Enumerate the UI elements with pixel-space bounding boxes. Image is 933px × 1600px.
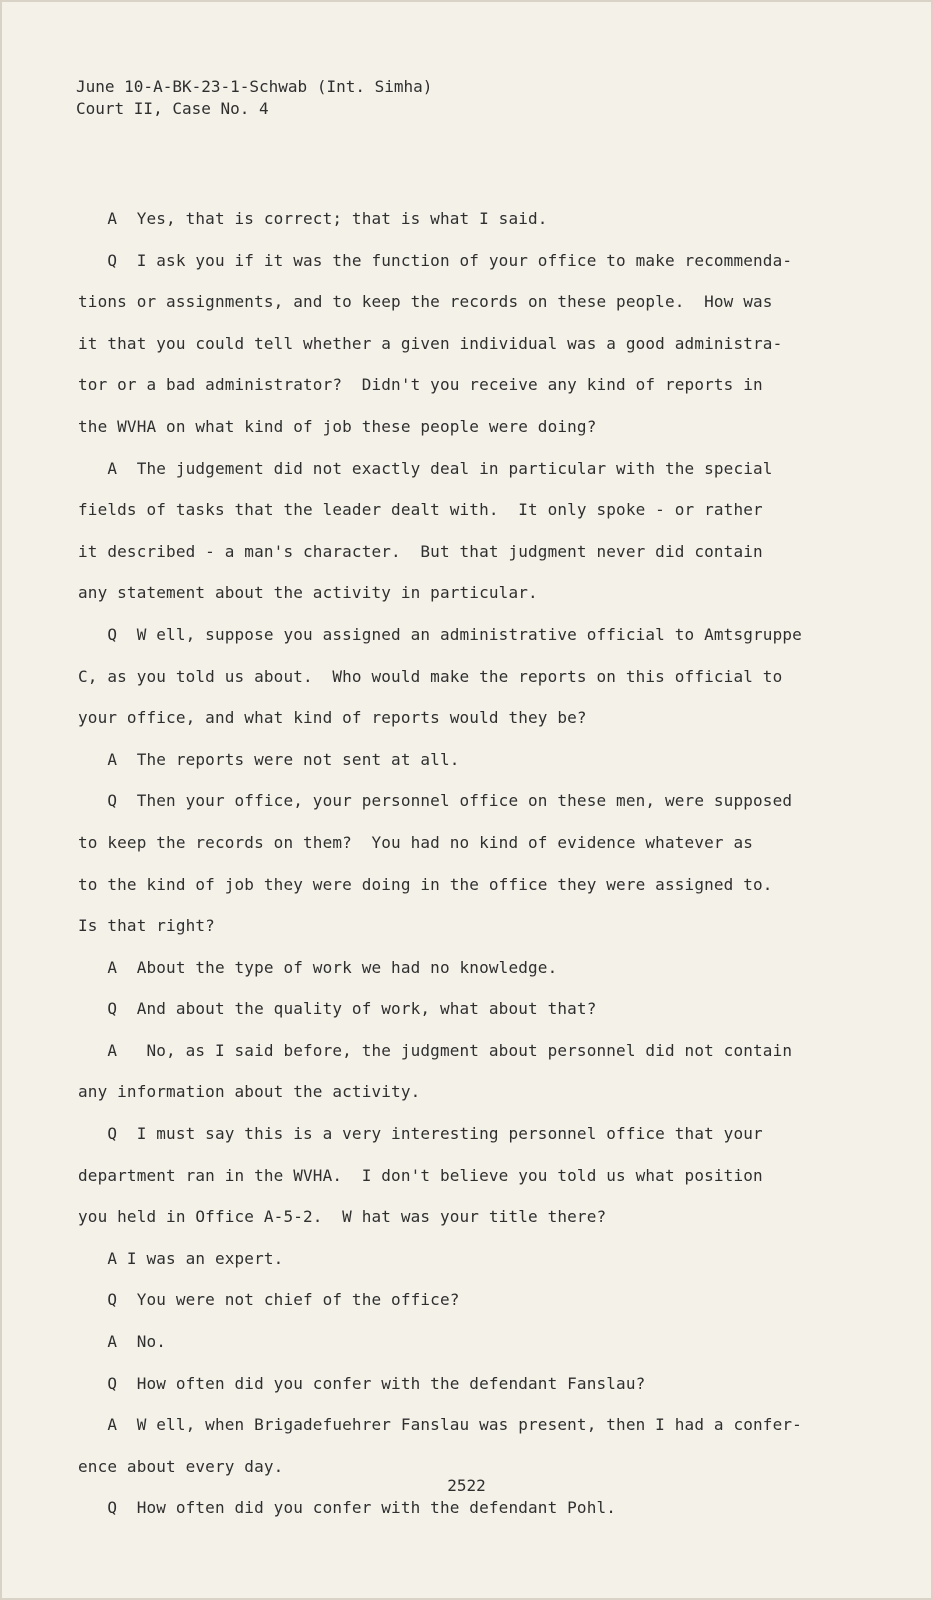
transcript-line: A The judgement did not exactly deal in particular with the special [78,458,773,478]
transcript-line: Q How often did you confer with the defendant Fanslau? [78,1373,646,1393]
transcript-line: A I was an expert. [78,1248,284,1268]
transcript-line: A W ell, when Brigadefuehrer Fanslau was present, then I had a confer- [78,1415,802,1435]
header-court-line: Court II, Case No. 4 [76,99,269,118]
transcript-line: fields of tasks that the leader dealt with. It only spoke - or rather [78,500,763,520]
transcript-line: your office, and what kind of reports would they be? [78,708,587,728]
transcript-line: A The reports were not sent at all. [78,749,460,769]
transcript-line: Q I ask you if it was the function of your office to make recommenda- [78,250,793,270]
transcript-line: tor or a bad administrator? Didn't you receive any kind of reports in [78,375,763,395]
transcript-line: ence about every day. [78,1456,284,1476]
page-number: 2522 [447,1476,486,1495]
transcript-line: Q You were not chief of the office? [78,1290,460,1310]
transcript-line: Q How often did you confer with the defendant Pohl. [78,1498,617,1518]
transcript-line: department ran in the WVHA. I don't believe you told us what position [78,1165,763,1185]
transcript-line: C, as you told us about. Who would make the reports on this official to [78,666,783,686]
transcript-body [78,198,858,1529]
transcript-line: Q Then your office, your personnel office on these men, were supposed [78,791,793,811]
transcript-line: you held in Office A-5-2. W hat was your title there? [78,1207,607,1227]
transcript-line: the WVHA on what kind of job these people were doing? [78,416,597,436]
document-header [76,76,432,120]
transcript-line: A Yes, that is correct; that is what I said. [78,209,548,228]
transcript-line: tions or assignments, and to keep the records on these people. How was [78,292,773,312]
transcript-line: Is that right? [78,916,215,936]
transcript-line: Q And about the quality of work, what about that? [78,999,597,1019]
transcript-line: A About the type of work we had no knowledge. [78,957,558,977]
transcript-line: A No. [78,1332,167,1352]
transcript-line: to keep the records on them? You had no kind of evidence whatever as [78,832,754,852]
transcript-line: to the kind of job they were doing in the office they were assigned to. [78,874,773,894]
transcript-line: any statement about the activity in particular. [78,583,538,603]
transcript-line: A No, as I said before, the judgment about personnel did not contain [78,1040,793,1060]
transcript-line: any information about the activity. [78,1082,421,1102]
transcript-line: it that you could tell whether a given individual was a good administra- [78,333,783,353]
transcript-line: Q I must say this is a very interesting personnel office that your [78,1124,763,1144]
transcript-line: it described - a man's character. But that judgment never did contain [78,541,763,561]
header-case-line: June 10-A-BK-23-1-Schwab (Int. Simha) [76,77,433,96]
transcript-line: Q W ell, suppose you assigned an administrative official to Amtsgruppe [78,624,802,644]
